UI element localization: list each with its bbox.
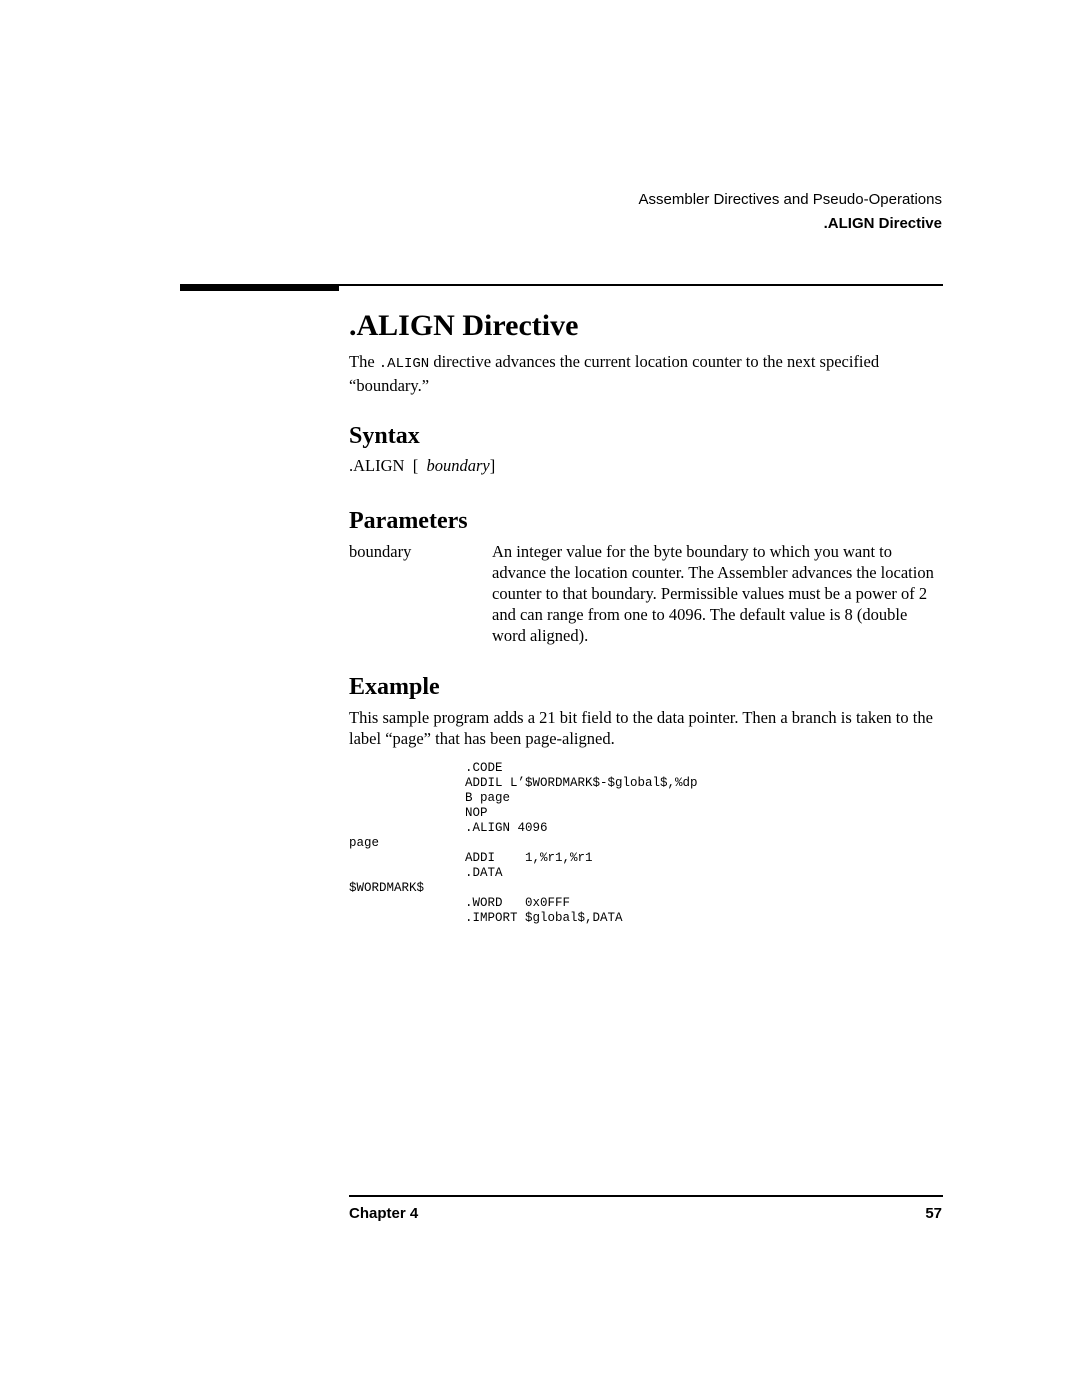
code-label: $WORDMARK$ bbox=[349, 881, 425, 895]
parameter-name: boundary bbox=[349, 542, 412, 561]
running-header bbox=[639, 188, 942, 236]
code-text: .WORD 0x0FFF bbox=[465, 896, 571, 910]
syntax-close-bracket: ] bbox=[489, 456, 496, 475]
code-text: ADDIL L’$WORDMARK$-$global$,%dp bbox=[465, 776, 698, 790]
page-title: .ALIGN Directive bbox=[349, 309, 579, 342]
code-line bbox=[349, 896, 944, 911]
example-paragraph: This sample program adds a 21 bit field to the data pointer. Then a branch is taken to the label “page” that has been page-aligned. bbox=[349, 708, 933, 748]
footer-chapter: Chapter 4 bbox=[349, 1205, 419, 1222]
intro-inline-code: .ALIGN bbox=[378, 356, 430, 372]
code-line bbox=[349, 866, 944, 881]
syntax-directive: .ALIGN bbox=[349, 456, 405, 475]
code-label bbox=[349, 761, 465, 776]
code-label: page bbox=[349, 836, 380, 850]
code-text: NOP bbox=[465, 806, 488, 820]
syntax-heading: Syntax bbox=[349, 423, 420, 449]
code-label bbox=[349, 791, 465, 806]
code-line bbox=[349, 821, 944, 836]
code-line bbox=[349, 851, 944, 866]
code-listing bbox=[349, 761, 944, 926]
footer-rule bbox=[349, 1195, 943, 1197]
syntax-argument: boundary bbox=[426, 456, 490, 475]
running-header-section-title: .ALIGN Directive bbox=[823, 215, 942, 232]
code-line bbox=[349, 911, 944, 926]
syntax-open-bracket: [ bbox=[412, 456, 419, 475]
title-rule-thin bbox=[339, 284, 943, 286]
page-content bbox=[349, 300, 944, 926]
code-line bbox=[349, 776, 944, 791]
example-heading: Example bbox=[349, 674, 440, 700]
code-label bbox=[349, 896, 465, 911]
running-header-chapter-title: Assembler Directives and Pseudo-Operations bbox=[638, 191, 942, 208]
parameter-description: An integer value for the byte boundary to which you want to advance the location counter. The Assembler advances the location counter to that boundary. Permissible values must be a power of 2 and can range from one to 4096. The default value is 8 (double word aligned). bbox=[492, 542, 934, 645]
code-text: .ALIGN 4096 bbox=[465, 821, 548, 835]
parameters-heading: Parameters bbox=[349, 508, 468, 534]
code-line bbox=[349, 881, 944, 896]
code-text: .DATA bbox=[465, 866, 503, 880]
footer-page-number: 57 bbox=[925, 1205, 942, 1222]
parameter-row bbox=[349, 541, 944, 646]
code-label bbox=[349, 806, 465, 821]
intro-text-before: The bbox=[349, 352, 379, 371]
intro-paragraph bbox=[349, 351, 944, 396]
code-text: ADDI 1,%r1,%r1 bbox=[465, 851, 593, 865]
code-line bbox=[349, 806, 944, 821]
code-label bbox=[349, 851, 465, 866]
code-label bbox=[349, 776, 465, 791]
code-line bbox=[349, 761, 944, 776]
title-rule-thick bbox=[180, 284, 339, 291]
code-line bbox=[349, 836, 944, 851]
code-label bbox=[349, 911, 465, 926]
code-text: .IMPORT $global$,DATA bbox=[465, 911, 623, 925]
code-line bbox=[349, 791, 944, 806]
syntax-line bbox=[349, 456, 944, 476]
intro-text-after: directive advances the current location counter to the next specified “boundary.” bbox=[349, 352, 880, 395]
code-label bbox=[349, 821, 465, 836]
code-text: .CODE bbox=[465, 761, 503, 775]
code-label bbox=[349, 866, 465, 881]
code-text: B page bbox=[465, 791, 511, 805]
